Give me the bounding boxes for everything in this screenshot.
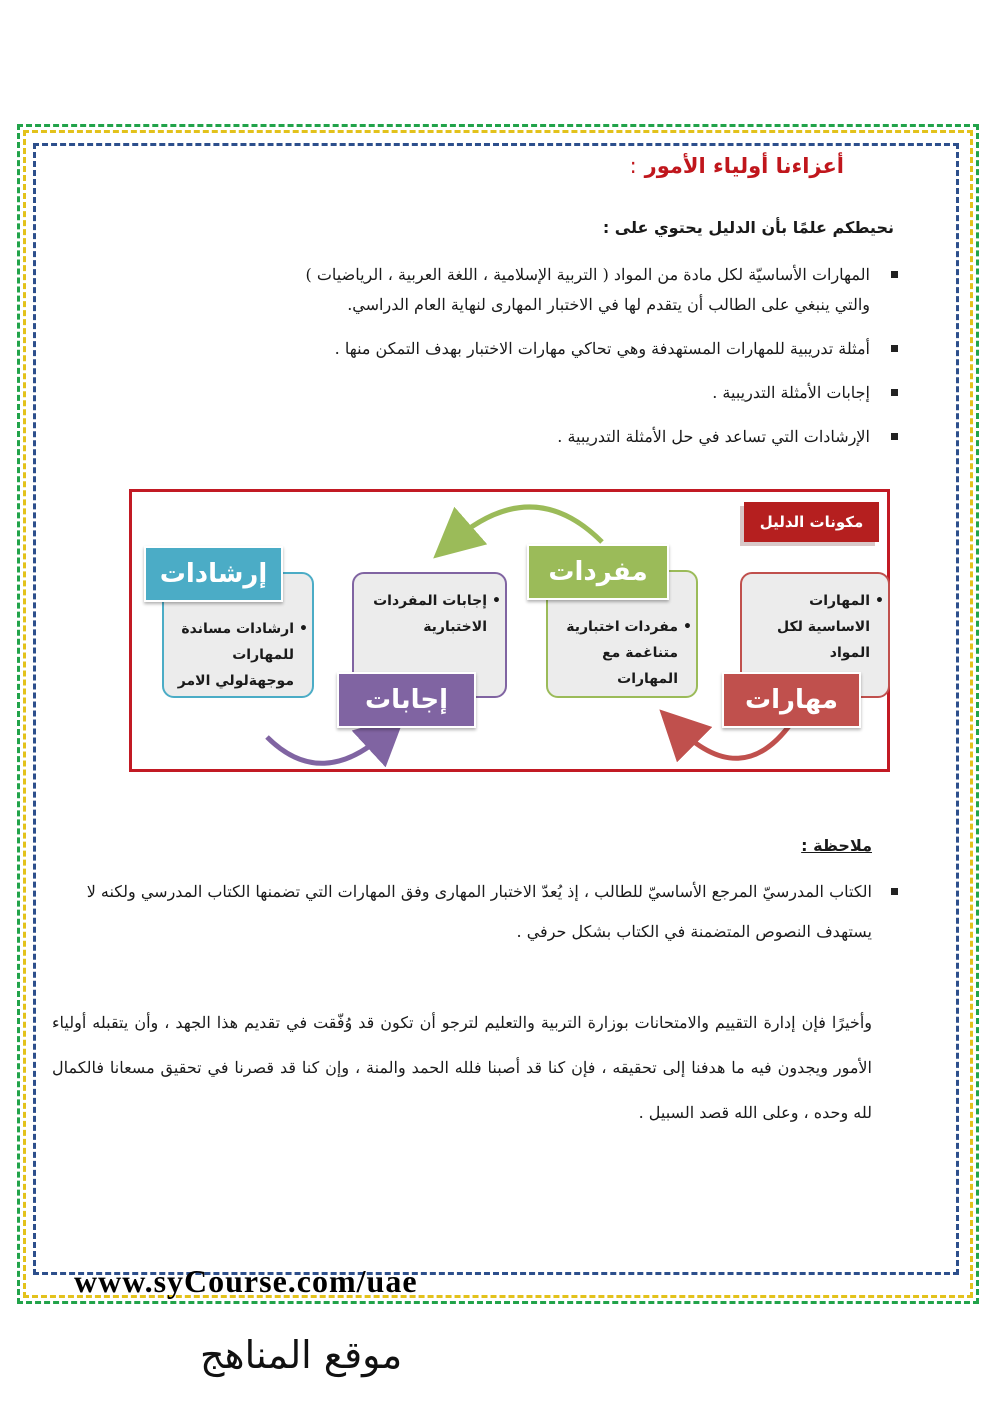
answers-label: إجابات	[337, 672, 476, 728]
title-colon: :	[629, 154, 637, 178]
note-paragraph	[42, 872, 872, 952]
bullet-dot-icon: •	[299, 621, 308, 637]
skills-label: مهارات	[722, 672, 861, 728]
arrow-purple	[267, 732, 387, 763]
intro-text: نحيطكم علمًا بأن الدليل يحتوي على :	[602, 218, 894, 237]
list-item-text: أمثلة تدريبية للمهارات المستهدفة وهي تحاكي مهارات الاختبار بهدف التمكن منها .	[334, 339, 870, 358]
page-title	[630, 154, 844, 178]
answers-card-text: إجابات المفردات الاختبارية	[373, 593, 487, 635]
square-bullet-icon	[891, 433, 898, 440]
site-name: موقع المناهج	[200, 1333, 403, 1377]
list-item-text: الإرشادات التي تساعد في حل الأمثلة التدريبية .	[557, 427, 870, 446]
site-url: www.syCourse.com/uae	[74, 1263, 418, 1299]
guidance-label: إرشادات	[144, 546, 283, 602]
closing-paragraph: وأخيرًا فإن إدارة التقييم والامتحانات بوزارة التربية والتعليم لترجو أن تكون قد وُفّقت في تقديم هذا الجهد ، وأن يتقبله أولياء الأمور ويجدون فيه ما هدفنا إلى تحقيقه ، فإن كنا قد أصبنا فلله الحمد والمنة ، وإن كنا قد قصرنا في تحقيق مسعانا فالكمال لله وحده ، وعلى الله قصد السبيل .	[52, 1013, 872, 1122]
bullet-dot-icon: •	[875, 593, 884, 609]
list-item-text: المهارات الأساسيّة لكل مادة من المواد ( التربية الإسلامية ، اللغة العربية ، الرياضيات )	[305, 265, 870, 284]
arrow-green	[452, 507, 602, 542]
square-bullet-icon	[891, 389, 898, 396]
bullet-dot-icon: •	[683, 619, 692, 635]
note-text: الكتاب المدرسيّ المرجع الأساسيّ للطالب ، إذ يُعدّ الاختبار المهارى وفق المهارات التي تضمنها الكتاب المدرسي ولكنه لا يستهدف النصوص المتضمنة في الكتاب بشكل حرفي .	[86, 882, 872, 941]
list-item	[112, 334, 872, 364]
bullet-dot-icon: •	[492, 593, 501, 609]
list-item-text: إجابات الأمثلة التدريبية .	[712, 383, 870, 402]
square-bullet-icon	[891, 271, 898, 278]
title-text: أعزاءنا أولياء الأمور	[644, 154, 844, 178]
items-card-text: مفردات اختبارية متناغمة مع المهارات	[566, 619, 678, 687]
guidance-card-text: ارشادات مساندة للمهارات موجهةلولي الامر	[177, 621, 294, 689]
square-bullet-icon	[891, 345, 898, 352]
contents-list	[112, 260, 872, 466]
skills-card-text: المهارات الاساسية لكل المواد	[777, 593, 870, 661]
list-item-continuation: والتي ينبغي على الطالب أن يتقدم لها في الاختبار المهارى لنهاية العام الدراسي.	[347, 295, 870, 314]
list-item	[112, 422, 872, 452]
items-label: مفردات	[527, 544, 669, 600]
square-bullet-icon	[891, 888, 898, 895]
guide-components-diagram	[129, 489, 890, 772]
list-item	[112, 260, 872, 320]
list-item	[112, 378, 872, 408]
note-heading: ملاحظة :	[801, 836, 872, 855]
guide-components-badge: مكونات الدليل	[744, 502, 879, 542]
